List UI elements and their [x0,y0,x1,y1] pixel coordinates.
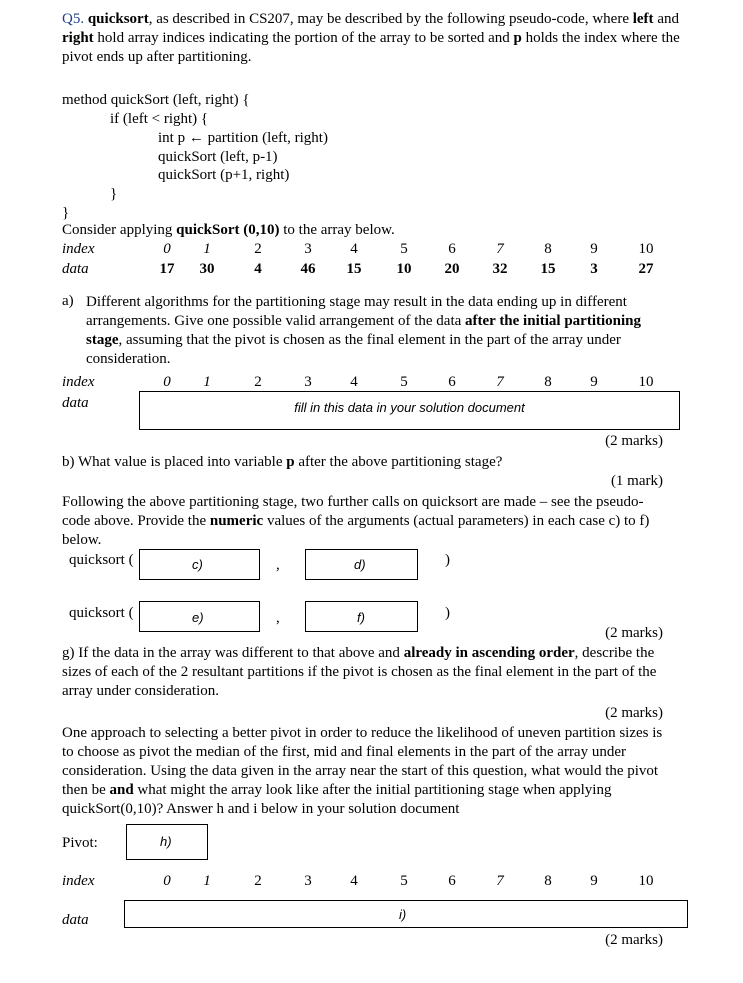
part-a-index-cell: 9 [590,374,598,390]
part-i-index-label: index [62,873,95,889]
part-a-text-2: , assuming that the pivot is chosen as the final element in the part of the array under consideration. [86,332,621,367]
part-a-text [86,293,672,369]
part-a-bold: after the initial partitioning stage [86,313,641,348]
part-a-index-cell: 10 [638,374,654,390]
call-1-close: ) [445,552,450,568]
intro-text-2: hold array indices indicating the portion of the array to be sorted and [93,30,514,46]
array-value-cell: 15 [346,261,362,277]
right-term: right [62,30,94,46]
array-value-cell: 46 [300,261,316,277]
part-a-data-label: data [62,395,89,411]
part-i-index-cell: 5 [400,873,408,889]
part-a-label: a) [62,293,74,309]
part-b-text-2: after the above partitioning stage? [294,454,503,470]
intro-text-1: , as described in CS207, may be described by the following pseudo-code, where [148,11,633,27]
array-value-cell: 10 [396,261,412,277]
approach-text-1: One approach to selecting a better pivot in order to reduce the likelihood of uneven partition sizes is to choose as pivot the median of the first, mid and final elements in the part of the array under consideration. Using the data given in the array near the start of this question, what would the pivot then be [62,725,663,798]
call-2-close: ) [445,605,450,621]
array-index-cell: 10 [638,241,654,257]
part-a-index-cell: 0 [163,374,171,390]
part-a-index-cell: 3 [304,374,312,390]
part-i-data-label: data [62,912,89,928]
pseudocode-line-4: quickSort (left, p-1) [158,149,278,165]
part-i-index-cell: 9 [590,873,598,889]
array-data-label: data [62,261,89,277]
part-g-text [62,644,666,701]
array-value-cell: 17 [159,261,175,277]
part-b-p: p [286,454,295,470]
part-a-index-label: index [62,374,95,390]
array-index-cell: 1 [203,241,211,257]
part-a-index-cell: 4 [350,374,358,390]
following-text-2: values of the arguments (actual parameters) in each case c) to f) below. [62,513,650,548]
array-index-cell: 2 [254,241,262,257]
array-index-cell: 5 [400,241,408,257]
intro-text-3: holds the index where the pivot ends up after partitioning. [62,30,680,65]
pseudocode-line-2: if (left < right) { [110,111,209,127]
part-b-question [62,454,502,471]
part-a-index-cell: 8 [544,374,552,390]
part-a-marks: (2 marks) [605,433,663,449]
calls-marks: (2 marks) [605,625,663,641]
part-a-index-cell: 1 [203,374,211,390]
part-a-index-cell: 2 [254,374,262,390]
pseudocode-close-inner: } [110,186,118,202]
part-h-i-marks: (2 marks) [605,932,663,948]
part-i-index-cell: 0 [163,873,171,889]
approach-text-2: what might the array look like after the initial partitioning stage when applying quickSort(0,10)? Answer h and i below in your solution document [62,782,612,817]
array-index-cell: 0 [163,241,171,257]
call-1-comma: , [276,557,280,573]
p-term: p [513,30,522,46]
intro-and: and [653,11,679,27]
array-index-cell: 7 [496,241,504,257]
array-value-cell: 30 [199,261,215,277]
consider-call: quickSort (0,10) [176,222,280,238]
array-index-cell: 3 [304,241,312,257]
quicksort-term: quicksort [87,11,149,27]
consider-pre: Consider applying [62,222,177,238]
pivot-label: Pivot: [62,835,98,851]
pseudocode-line-1: method quickSort (left, right) { [62,92,250,108]
part-i-index-cell: 8 [544,873,552,889]
part-g-text-2: , describe the sizes of each of the 2 resultant partitions if the pivot is chosen as the final element in the part of the array under consideration. [62,645,657,699]
array-value-cell: 15 [540,261,556,277]
array-index-cell: 6 [448,241,456,257]
array-index-label: index [62,241,95,257]
left-term: left [632,11,654,27]
pseudocode-line-3: int p ← partition (left, right) [158,130,328,146]
following-text [62,493,666,550]
pseudocode-close-outer: } [62,205,70,221]
part-g-text-1: If the data in the array was different to that above and [74,645,404,661]
part-i-index-cell: 4 [350,873,358,889]
part-i-index-cell: 6 [448,873,456,889]
part-a-box-label: fill in this data in your solution document [294,400,525,415]
array-index-cell: 4 [350,241,358,257]
question-number: Q5. [62,11,85,27]
part-a-index-cell: 5 [400,374,408,390]
pseudocode-line-5: quickSort (p+1, right) [158,167,290,183]
label-h: h) [160,834,172,849]
label-i: i) [399,907,407,922]
part-i-index-cell: 1 [203,873,211,889]
call-2-comma: , [276,610,280,626]
label-e: e) [192,610,204,625]
array-value-cell: 20 [444,261,460,277]
approach-bold: and [109,782,134,798]
array-value-cell: 32 [492,261,508,277]
array-index-cell: 8 [544,241,552,257]
part-a-text-1: Different algorithms for the partitioning stage may result in the data ending up in different arrangements. Give one possible valid arrangement of the data [86,294,627,329]
part-i-index-cell: 2 [254,873,262,889]
call-1-name: quicksort ( [69,552,134,568]
label-d: d) [354,557,366,572]
part-b-text-1: What value is placed into variable [77,454,287,470]
part-g-label: g) [62,645,75,661]
array-value-cell: 4 [254,261,262,277]
array-value-cell: 27 [638,261,654,277]
following-text-1: Following the above partitioning stage, two further calls on quicksort are made – see the pseudo-code above. Provide the [62,494,644,529]
call-2-name: quicksort ( [69,605,134,621]
part-a-index-cell: 7 [496,374,504,390]
part-i-index-cell: 10 [638,873,654,889]
part-i-index-cell: 3 [304,873,312,889]
following-bold: numeric [209,513,264,529]
part-g-marks: (2 marks) [605,705,663,721]
approach-text [62,724,666,819]
label-f: f) [357,610,365,625]
part-i-index-cell: 7 [496,873,504,889]
question-intro [62,10,682,67]
consider-post: to the array below. [279,222,395,238]
part-a-index-cell: 6 [448,374,456,390]
part-b-label: b) [62,454,75,470]
array-value-cell: 3 [590,261,598,277]
array-index-cell: 9 [590,241,598,257]
consider-text [62,222,395,239]
label-c: c) [192,557,203,572]
part-b-marks: (1 mark) [610,473,663,489]
part-g-bold: already in ascending order [403,645,575,661]
